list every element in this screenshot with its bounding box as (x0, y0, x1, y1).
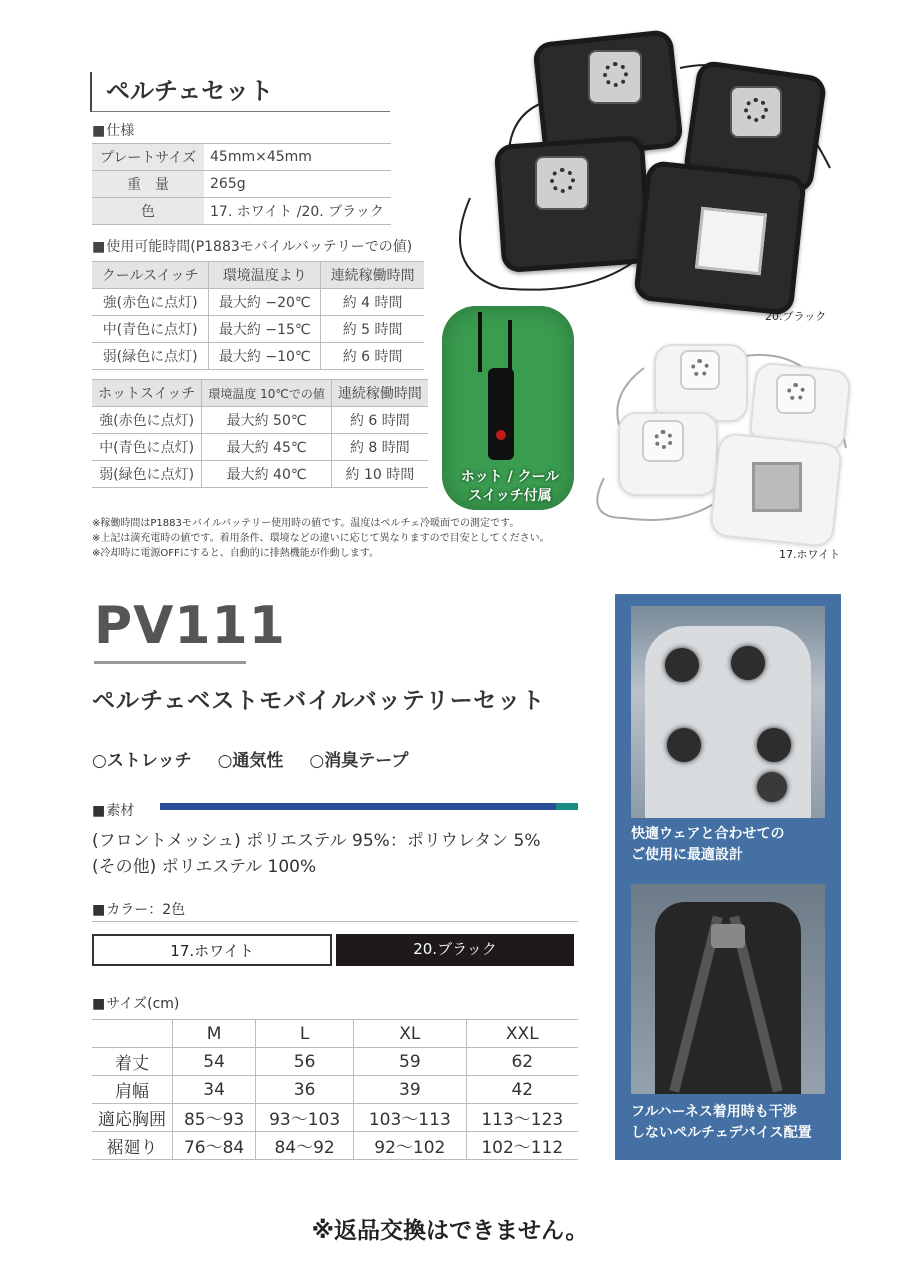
note-line: ※上記は満充電時の値です。着用条件、環境などの違いに応じて異なりますので目安としてください。 (92, 533, 550, 544)
color-heading: ■ カラー：2色 (92, 899, 185, 919)
color-swatch-white[interactable]: 17.ホワイト (92, 934, 332, 966)
table-row (92, 343, 424, 370)
material-text (92, 828, 541, 880)
table-cell: 着丈 (92, 1048, 173, 1076)
cool-switch-table (92, 261, 424, 370)
material-line: (フロントメッシュ) ポリエステル 95%：ポリウレタン 5% (92, 831, 541, 851)
color-swatch-black[interactable]: 20.ブラック (336, 934, 574, 966)
fan-icon (588, 50, 642, 104)
switch-label-line: スイッチ付属 (468, 488, 552, 504)
caption-line: しないペルチェデバイス配置 (631, 1125, 812, 1141)
black-peltier-set-image (440, 28, 840, 328)
table-cell: 103〜113 (354, 1104, 467, 1132)
switch-controller (488, 368, 514, 460)
table-row (92, 1020, 578, 1048)
switch-label (440, 468, 580, 506)
size-table (92, 1019, 578, 1160)
peltier-plate (752, 462, 802, 512)
table-row (92, 434, 428, 461)
fan-icon (642, 420, 684, 462)
caption-line: フルハーネス着用時も干渉 (631, 1104, 797, 1120)
feature-item: ○消臭テープ (309, 751, 409, 771)
table-cell: 約 5 時間 (321, 316, 424, 343)
table-row (92, 316, 424, 343)
model-underline (94, 661, 246, 664)
table-cell: 約 8 時間 (331, 434, 428, 461)
table-cell: 102〜112 (466, 1132, 578, 1160)
table-header (92, 1020, 173, 1048)
table-cell: 62 (466, 1048, 578, 1076)
table-row (92, 1104, 578, 1132)
table-header: 環境温度より (209, 262, 321, 289)
table-cell: 適応胸囲 (92, 1104, 173, 1132)
size-heading: ■ サイズ(cm) (92, 993, 179, 1013)
table-cell: 最大約 −10℃ (209, 343, 321, 370)
table-header: ホットスイッチ (92, 380, 202, 407)
material-heading: ■ 素材 (92, 800, 134, 820)
table-row (92, 262, 424, 289)
product-name: ペルチェベストモバイルバッテリーセット (92, 688, 546, 714)
white-peltier-set-image (584, 338, 854, 538)
table-row (92, 461, 428, 488)
table-cell: 56 (256, 1048, 354, 1076)
spec-label: プレートサイズ (92, 144, 204, 171)
usage-heading: ■ 使用可能時間(P1883モバイルバッテリーでの値) (92, 236, 412, 256)
spec-label: 色 (92, 198, 204, 225)
table-cell: 39 (354, 1076, 467, 1104)
fan-icon (730, 86, 782, 138)
peltier-device-icon (667, 728, 701, 762)
panel-caption-1 (631, 824, 784, 866)
peltier-set-title: ペルチェセット (90, 72, 390, 112)
table-cell: 約 10 時間 (331, 461, 428, 488)
usb-cable (508, 320, 512, 370)
divider (92, 921, 578, 922)
table-row (92, 407, 428, 434)
notes (92, 516, 550, 561)
material-bar (160, 803, 578, 810)
table-cell: 93〜103 (256, 1104, 354, 1132)
table-row (92, 1132, 578, 1160)
table-cell: 中(青色に点灯) (92, 316, 209, 343)
table-header: L (256, 1020, 354, 1048)
table-cell: 84〜92 (256, 1132, 354, 1160)
usb-cable (478, 312, 482, 372)
table-row (92, 198, 391, 225)
model-number: PV111 (94, 596, 286, 656)
table-cell: 最大約 −20℃ (209, 289, 321, 316)
caption-line: 快適ウェアと合わせての (631, 826, 785, 842)
table-cell: 85〜93 (173, 1104, 256, 1132)
table-cell: 54 (173, 1048, 256, 1076)
table-cell: 最大約 −15℃ (209, 316, 321, 343)
table-cell: 113〜123 (466, 1104, 578, 1132)
table-header: 環境温度 10℃での値 (202, 380, 332, 407)
table-cell: 最大約 40℃ (202, 461, 332, 488)
table-row (92, 144, 391, 171)
note-line: ※冷却時に電源OFFにすると、自動的に排熱機能が作動します。 (92, 548, 379, 559)
table-header: クールスイッチ (92, 262, 209, 289)
table-cell: 最大約 50℃ (202, 407, 332, 434)
peltier-device-icon (757, 728, 791, 762)
switch-label-line: ホット / クール (460, 469, 560, 485)
peltier-device-icon (665, 648, 699, 682)
fan-icon (680, 350, 720, 390)
hot-switch-table (92, 379, 428, 488)
table-cell: 約 6 時間 (321, 343, 424, 370)
material-line: (その他) ポリエステル 100% (92, 857, 317, 877)
peltier-plate (695, 207, 767, 276)
feature-item: ○通気性 (217, 751, 284, 771)
table-cell: 92〜102 (354, 1132, 467, 1160)
table-cell: 最大約 45℃ (202, 434, 332, 461)
spec-label: 重 量 (92, 171, 204, 198)
spec-heading: ■ 仕様 (92, 120, 134, 140)
table-cell: 強(赤色に点灯) (92, 289, 209, 316)
table-header: XL (354, 1020, 467, 1048)
table-cell: 36 (256, 1076, 354, 1104)
table-row (92, 1076, 578, 1104)
note-line: ※稼働時間はP1883モバイルバッテリー使用時の値です。温度はペルチェ冷暖面での測定です。 (92, 518, 520, 529)
table-header: XXL (466, 1020, 578, 1048)
table-row (92, 171, 391, 198)
fan-icon (757, 772, 787, 802)
table-cell: 約 6 時間 (331, 407, 428, 434)
table-header: 連続稼働時間 (331, 380, 428, 407)
feature-list (92, 746, 428, 771)
table-row (92, 289, 424, 316)
spec-value: 17. ホワイト /20. ブラック (204, 198, 391, 225)
spec-value: 45mm×45mm (204, 144, 391, 171)
back-view-photo (631, 606, 825, 818)
spec-table (92, 143, 391, 225)
table-cell: 76〜84 (173, 1132, 256, 1160)
table-cell: 裾廻り (92, 1132, 173, 1160)
harness-buckle (711, 924, 745, 948)
harness-view-photo (631, 884, 825, 1094)
table-row (92, 1048, 578, 1076)
footer-note: ※返品交換はできません。 (311, 1218, 589, 1244)
table-header: M (173, 1020, 256, 1048)
table-cell: 中(青色に点灯) (92, 434, 202, 461)
table-cell: 弱(緑色に点灯) (92, 343, 209, 370)
table-cell: 肩幅 (92, 1076, 173, 1104)
caption-line: ご使用に最適設計 (631, 847, 743, 863)
caption-white: 17.ホワイト (779, 548, 841, 561)
fan-icon (535, 156, 589, 210)
table-cell: 弱(緑色に点灯) (92, 461, 202, 488)
table-header: 連続稼働時間 (321, 262, 424, 289)
table-cell: 約 4 時間 (321, 289, 424, 316)
peltier-device-icon (731, 646, 765, 680)
feature-item: ○ストレッチ (92, 751, 192, 771)
spec-value: 265g (204, 171, 391, 198)
table-cell: 59 (354, 1048, 467, 1076)
table-cell: 42 (466, 1076, 578, 1104)
table-cell: 34 (173, 1076, 256, 1104)
panel-caption-2 (631, 1102, 812, 1144)
fan-icon (776, 374, 816, 414)
table-row (92, 380, 428, 407)
table-cell: 強(赤色に点灯) (92, 407, 202, 434)
caption-black: 20.ブラック (765, 310, 827, 323)
